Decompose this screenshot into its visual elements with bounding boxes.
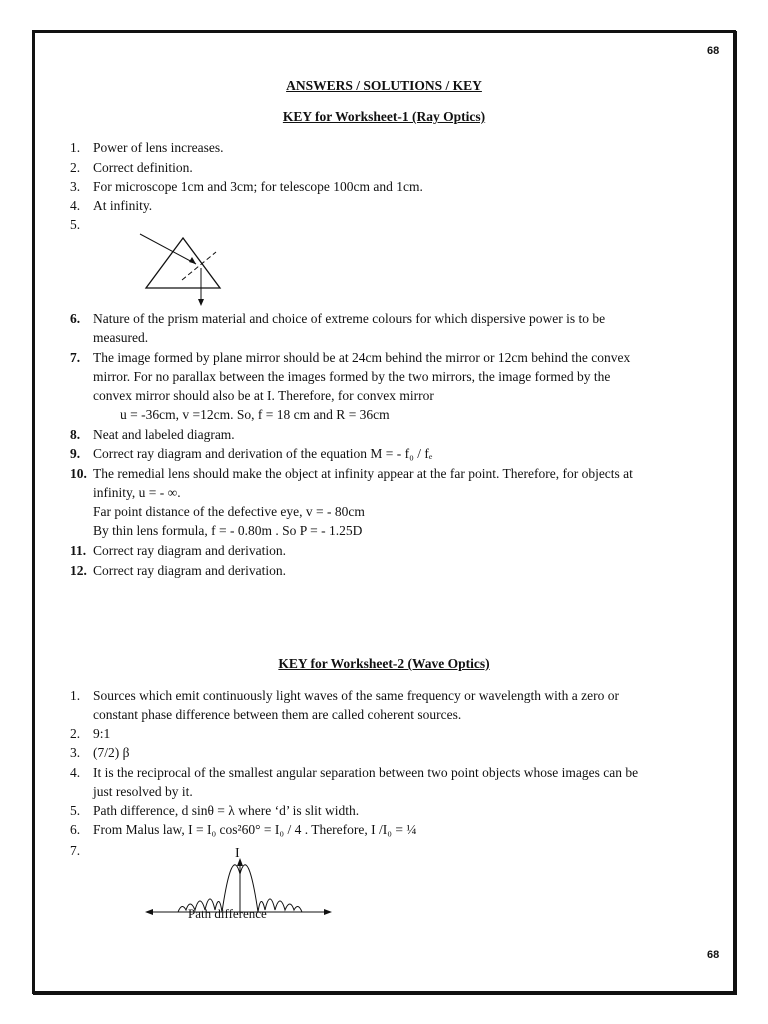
answer-line: The remedial lens should make the object at infinity appear at the far point. Therefore, for objects at xyxy=(93,466,633,481)
item-number: 6. xyxy=(70,822,81,837)
item-number: 1. xyxy=(70,688,81,703)
item-number: 2. xyxy=(70,160,81,175)
page-number-bottom: 68 xyxy=(707,949,720,961)
answer-line: The image formed by plane mirror should be at 24cm behind the mirror or 12cm behind the convex xyxy=(93,350,631,365)
item-number: 4. xyxy=(70,198,81,213)
answer-line: Correct ray diagram and derivation. xyxy=(93,543,287,558)
answer-line: (7/2) β xyxy=(93,745,130,760)
axis-arrow-left xyxy=(145,909,153,915)
answer-line: Sources which emit continuously light waves of the same frequency or wavelength with a zero or xyxy=(93,688,619,703)
item-number: 5. xyxy=(70,803,81,818)
answer-line: just resolved by it. xyxy=(93,784,193,799)
page-number-top: 68 xyxy=(707,45,720,57)
item-number: 11. xyxy=(70,543,87,558)
answer-line: Correct ray diagram and derivation of the equation M = - f₀ / fₑ xyxy=(93,446,433,461)
answer-line: For microscope 1cm and 3cm; for telescope 100cm and 1cm. xyxy=(93,179,423,194)
answer-line: Far point distance of the defective eye, v = - 80cm xyxy=(93,504,365,519)
answer-line: u = -36cm, v =12cm. So, f = 18 cm and R = 36cm xyxy=(120,407,390,422)
answer-line: Path difference, d sinθ = λ where ‘d’ is slit width. xyxy=(93,803,360,818)
item-number: 5. xyxy=(70,217,81,232)
answer-line: constant phase difference between them are called coherent sources. xyxy=(93,707,462,722)
path-difference-label: Path difference xyxy=(188,906,267,921)
worksheet-1-heading: KEY for Worksheet-1 (Ray Optics) xyxy=(282,109,486,124)
answer-line: Neat and labeled diagram. xyxy=(93,427,235,442)
item-number: 9. xyxy=(70,446,81,461)
item-number: 3. xyxy=(70,745,81,760)
item-number: 3. xyxy=(70,179,81,194)
ray-arrowhead xyxy=(189,257,196,264)
incident-ray xyxy=(140,234,196,264)
answer-line: It is the reciprocal of the smallest angular separation between two point objects whose images can be xyxy=(93,765,639,780)
item-number: 12. xyxy=(70,563,87,578)
item-number: 1. xyxy=(70,140,81,155)
item-number: 7. xyxy=(70,350,81,365)
axis-arrow-right xyxy=(324,909,332,915)
answer-line: measured. xyxy=(93,330,149,345)
intensity-label: I xyxy=(235,846,240,861)
prism-triangle xyxy=(146,238,220,288)
item-number: 6. xyxy=(70,311,81,326)
answer-line: Correct ray diagram and derivation. xyxy=(93,563,287,578)
answer-line: By thin lens formula, f = - 0.80m . So P = - 1.25D xyxy=(93,523,363,538)
answer-line: Correct definition. xyxy=(93,160,193,175)
prism-diagram xyxy=(138,228,228,308)
answer-line: mirror. For no parallax between the images formed by the two mirrors, the image formed by the xyxy=(93,369,611,384)
answer-line: At infinity. xyxy=(93,198,153,213)
worksheet-2-heading: KEY for Worksheet-2 (Wave Optics) xyxy=(278,656,490,671)
item-number: 4. xyxy=(70,765,81,780)
diffraction-pattern-diagram xyxy=(140,840,340,930)
answer-line: 9:1 xyxy=(93,726,111,741)
item-number: 10. xyxy=(70,466,87,481)
answer-line: Nature of the prism material and choice of extreme colours for which dispersive power is to be xyxy=(93,311,606,326)
page-title: ANSWERS / SOLUTIONS / KEY xyxy=(286,78,482,93)
answer-line: convex mirror should also be at I. Therefore, for convex mirror xyxy=(93,388,434,403)
answer-line: infinity, u = - ∞. xyxy=(93,485,181,500)
item-number: 8. xyxy=(70,427,81,442)
emergent-arrowhead xyxy=(198,299,204,306)
answer-line: Power of lens increases. xyxy=(93,140,224,155)
answer-line: From Malus law, I = I₀ cos²60° = I₀ / 4 . Therefore, I /I₀ = ¼ xyxy=(93,822,417,837)
item-number: 2. xyxy=(70,726,81,741)
item-number: 7. xyxy=(70,843,81,858)
